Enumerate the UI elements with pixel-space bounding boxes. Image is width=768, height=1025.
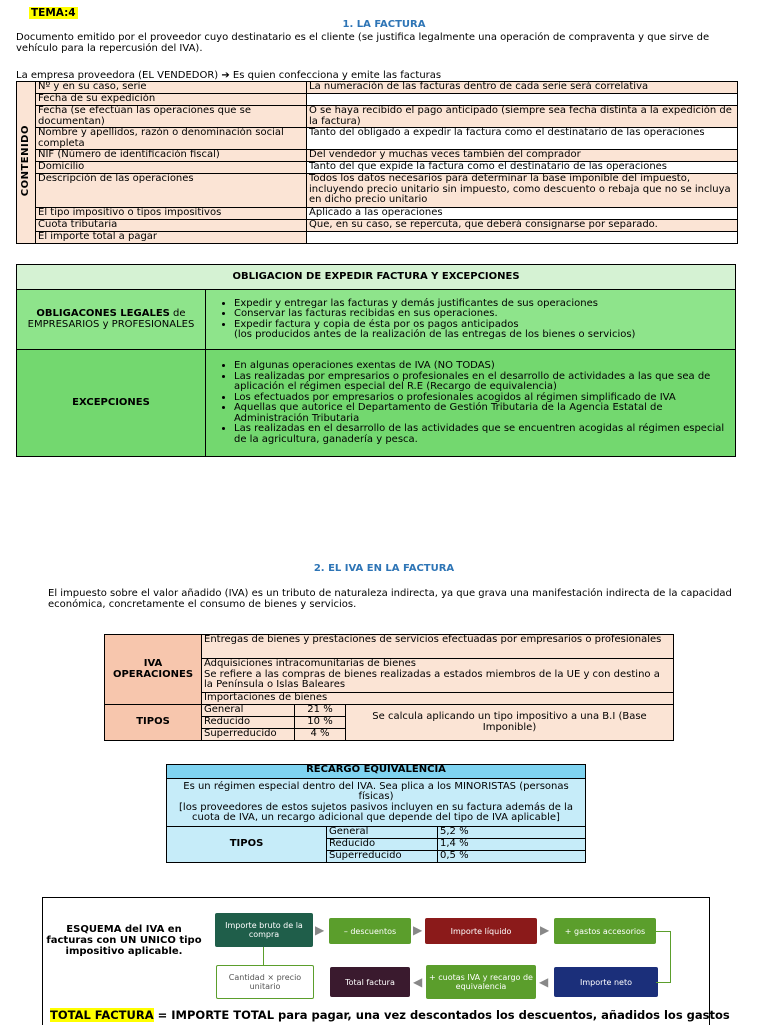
obligaciones-legales-label-rest: EMPRESARIOS y PROFESIONALES <box>27 318 195 330</box>
list-item: • En algunas operaciones exentas de IVA (NO TODAS) <box>234 361 733 372</box>
arrow-left-icon: ◀ <box>413 975 423 989</box>
iva-operaciones-label: IVA OPERACIONES <box>105 635 202 705</box>
recargo-tipo-value: 5,2 % <box>438 827 586 839</box>
contenido-row-left: NIF (Número de identificación fiscal) <box>36 150 307 162</box>
recargo-desc-1: Es un régimen especial dentro del IVA. Sea plica a los MINORISTAS (personas físicas) <box>183 780 569 802</box>
cantidad-box: Cantidad × precio unitario <box>216 965 314 999</box>
esquema-label: ESQUEMA del IVA en facturas con UN UNICO tipo impositivo aplicable. <box>46 924 202 957</box>
recargo-title: RECARGO EQUIVALENCIA <box>167 765 586 779</box>
contenido-row-left: Descripción de las operaciones <box>36 174 307 208</box>
section-1-intro: Documento emitido por el proveedor cuyo destinatario es el cliente (se justifica legalmente una operación de compraventa y que sirve de vehículo para la repercusión del IVA). <box>16 32 710 54</box>
contenido-row-left: Fecha (se efectúan las operaciones que se documentan) <box>36 106 307 128</box>
total-factura-highlight: TOTAL FACTURA <box>50 1008 154 1022</box>
iva-tipo-value: 21 % <box>295 705 346 717</box>
tema-label: TEMA:4 <box>31 7 76 19</box>
recargo-tipo-name: General <box>327 827 438 839</box>
arrow-right-icon: ▶ <box>540 923 550 937</box>
arrow-right-icon: ▶ <box>315 923 325 937</box>
vendor-line: La empresa proveedora (EL VENDEDOR) ➔ Es quien confecciona y emite las facturas <box>16 70 442 81</box>
contenido-row-right: La numeración de las facturas dentro de cada serie será correlativa <box>307 82 738 94</box>
contenido-row-left: El importe total a pagar <box>36 232 307 244</box>
contenido-row-right: Del vendedor y muchas veces también del comprador <box>307 150 738 162</box>
contenido-row-right: Tanto del obligado a expedir la factura como el destinatario de las operaciones <box>307 128 738 150</box>
total-factura-box: Total factura <box>330 967 410 997</box>
contenido-row-left: Cuota tributaria <box>36 220 307 232</box>
obligaciones-legales-label <box>17 290 206 350</box>
list-item: • Aquellas que autorice el Departamento de Gestión Tributaria de la Agencia Estatal de Administración Tributaria <box>234 403 733 424</box>
contenido-table <box>16 81 738 244</box>
total-factura-text: = IMPORTE TOTAL para pagar, una vez descontados los descuentos, añadidos los gastos <box>153 1008 730 1022</box>
recargo-tipo-name: Reducido <box>327 839 438 851</box>
obligacion-title: OBLIGACION DE EXPEDIR FACTURA Y EXCEPCIONES <box>17 265 736 290</box>
cuotas-box: + cuotas IVA y recargo de equivalencia <box>426 965 536 999</box>
contenido-row-right: Todos los datos necesarios para determinar la base imponible del impuesto, incluyendo precio unitario sin impuesto, como descuento o rebaja que no se incluya en dicho precio unitario <box>307 174 738 208</box>
esquema-box <box>42 897 710 1025</box>
obligaciones-legales-note: (los producidos antes de la realización de las entregas de los bienes o servicios) <box>234 329 636 340</box>
iva-tipo-name: Superreducido <box>202 729 295 741</box>
iva-tipo-value: 10 % <box>295 717 346 729</box>
iva-op-2 <box>202 659 674 693</box>
obligaciones-legales-label-de: de <box>169 308 186 319</box>
importe-neto-box: Importe neto <box>554 967 658 997</box>
contenido-row-left: Nº y en su caso, serie <box>36 82 307 94</box>
contenido-label-cell <box>17 82 36 244</box>
excepciones-label: EXCEPCIONES <box>17 350 206 457</box>
recargo-desc <box>167 779 586 827</box>
list-item: • Los efectuados por empresarios o profesionales acogidos al régimen simplificado de IVA <box>234 393 733 404</box>
iva-tipo-name: Reducido <box>202 717 295 729</box>
importe-bruto-box: Importe bruto de la compra <box>215 913 313 947</box>
recargo-desc-2: [los proveedores de estos sujetos pasivos incluyen en su factura además de la cuota de IVA, un recargo adicional que depende del tipo de IVA aplicable] <box>179 801 573 823</box>
obligaciones-legales-label-bold: OBLIGACONES LEGALES <box>36 308 170 319</box>
section-2-title: 2. EL IVA EN LA FACTURA <box>313 563 455 574</box>
list-item: • Las realizadas en el desarrollo de las actividades que se encuentren acogidas al régimen especial de la agricultura, ganadería y pesca. <box>234 424 733 445</box>
contenido-row-right: O se haya recibido el pago anticipado (siempre sea fecha distinta a la expedición de la factura) <box>307 106 738 128</box>
contenido-label: CONTENIDO <box>19 125 31 197</box>
contenido-row-left: Domicilio <box>36 162 307 174</box>
recargo-tipos-label: TIPOS <box>167 827 327 863</box>
arrow-left-icon: ◀ <box>539 975 549 989</box>
iva-table <box>104 634 674 741</box>
list-item: • Las realizadas por empresarios o profesionales en el desarrollo de actividades a las que sea de aplicación el régimen especial del R.E (Recargo de equivalencia) <box>234 372 733 393</box>
contenido-row-left: Nombre y apellidos, razón o denominación social completa <box>36 128 307 150</box>
list-item: • Expedir y entregar las facturas y demás justificantes de sus operaciones <box>234 299 733 310</box>
recargo-table <box>166 764 586 863</box>
contenido-row-right: Aplicado a las operaciones <box>307 208 738 220</box>
obligacion-table <box>16 264 736 457</box>
importe-liquido-box: Importe líquido <box>425 918 537 944</box>
recargo-tipo-value: 0,5 % <box>438 851 586 863</box>
list-item: • Expedir factura y copia de ésta por os pagos anticipados <box>234 320 733 331</box>
contenido-row-right <box>307 94 738 106</box>
contenido-row-left: El tipo impositivo o tipos impositivos <box>36 208 307 220</box>
iva-op-3: Importaciones de bienes <box>202 693 674 705</box>
iva-op-2b: Se refiere a las compras de bienes realizadas a estados miembros de la UE y con destino a la Península o Islas Baleares <box>204 668 660 690</box>
iva-tipos-label: TIPOS <box>105 705 202 741</box>
iva-op-2a: Adquisiciones intracomunitarias de bienes <box>204 658 416 669</box>
contenido-row-right <box>307 232 738 244</box>
connector-line <box>656 931 671 983</box>
section-2-intro: El impuesto sobre el valor añadido (IVA) es un tributo de naturaleza indirecta, ya que grava una manifestación indirecta de la capacidad económica, concretamente el consumo de bienes y servicios. <box>48 588 732 610</box>
descuentos-box: – descuentos <box>329 918 411 944</box>
list-item: • Conservar las facturas recibidas en sus operaciones. <box>234 309 733 320</box>
excepciones-list <box>206 350 736 457</box>
iva-op-1: Entregas de bienes y prestaciones de servicios efectuadas por empresarios o profesionales <box>202 635 674 659</box>
contenido-row-left: Fecha de su expedición <box>36 94 307 106</box>
iva-tipo-name: General <box>202 705 295 717</box>
iva-tipo-value: 4 % <box>295 729 346 741</box>
recargo-tipo-name: Superreducido <box>327 851 438 863</box>
gastos-accesorios-box: + gastos accesorios <box>554 918 656 944</box>
total-factura-line <box>50 1008 730 1022</box>
recargo-tipo-value: 1,4 % <box>438 839 586 851</box>
contenido-row-right: Tanto del que expide la factura como el destinatario de las operaciones <box>307 162 738 174</box>
contenido-row-right: Que, en su caso, se repercuta, que deberá consignarse por separado. <box>307 220 738 232</box>
obligaciones-legales-list <box>206 290 736 350</box>
connector-line <box>263 947 264 965</box>
iva-tipos-note: Se calcula aplicando un tipo impositivo a una B.I (Base Imponible) <box>346 705 674 741</box>
section-1-title: 1. LA FACTURA <box>342 19 426 30</box>
arrow-right-icon: ▶ <box>413 923 423 937</box>
